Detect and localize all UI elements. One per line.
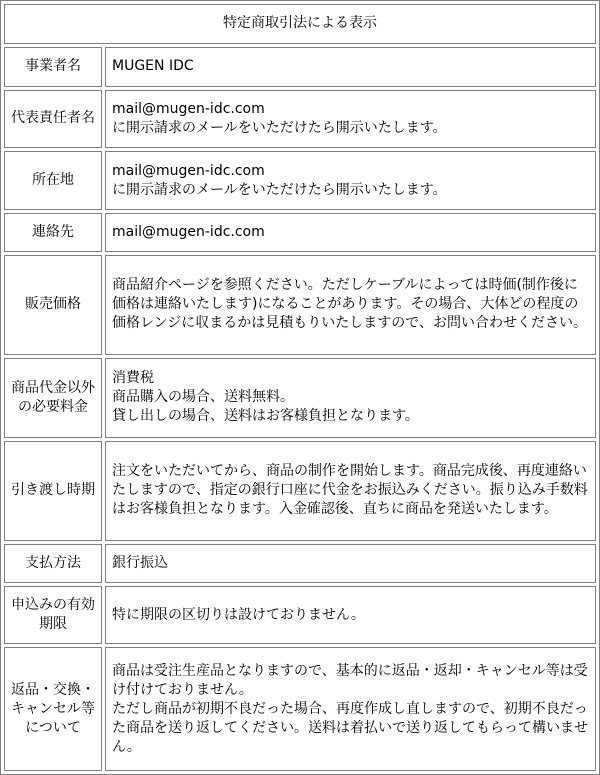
value-line: 銀行振込 <box>112 554 168 571</box>
row-value-price <box>105 255 596 356</box>
value-line: 特に期限の区切りは設けておりません。 <box>112 606 365 623</box>
row-label-address: 所在地 <box>4 151 102 210</box>
value-line: MUGEN IDC <box>112 58 194 75</box>
row-label-contact: 連絡先 <box>4 213 102 252</box>
row-value-payment <box>105 544 596 583</box>
table-row <box>4 255 596 356</box>
page-title: 特定商取引法による表示 <box>4 4 596 44</box>
row-label-validity: 申込みの有効期限 <box>4 586 102 645</box>
table-row <box>4 47 596 87</box>
table-row <box>4 586 596 645</box>
table-row <box>4 358 596 438</box>
value-paragraph: 商品紹介ページを参照ください。ただしケーブルによっては時価(制作後に価格は連絡いたします)になることがあります。その場合、大体どの程度の価格レンジに収まるかは見積もりいたしますので、お問い合わせください。 <box>112 277 588 332</box>
table-row <box>4 441 596 542</box>
row-value-delivery <box>105 441 596 542</box>
email-text: mail@mugen-idc.com <box>112 162 265 179</box>
table-row <box>4 544 596 583</box>
value-paragraph: ただし商品が初期不良だった場合、再度作成し直しますので、初期不良だった商品を送り返してください。送料は着払いで送り返してもらって構いません。 <box>112 700 588 755</box>
value-line: に開示請求のメールをいただけたら開示いたします。 <box>112 181 447 198</box>
email-text: mail@mugen-idc.com <box>112 100 265 117</box>
row-label-extra-fees: 商品代金以外の必要料金 <box>4 358 102 438</box>
row-value-contact <box>105 213 596 252</box>
row-value-business-name <box>105 47 596 87</box>
value-line: 商品購入の場合、送料無料。 <box>112 389 294 406</box>
table-row <box>4 213 596 252</box>
row-value-representative <box>105 90 596 149</box>
value-paragraph: 商品は受注生産品となりますので、基本的に返品・返却・キャンセル等は受け付けておりません。 <box>112 662 588 698</box>
row-label-payment: 支払方法 <box>4 544 102 583</box>
email-text: mail@mugen-idc.com <box>112 223 265 240</box>
table-row <box>4 647 596 771</box>
row-label-delivery: 引き渡し時期 <box>4 441 102 542</box>
table-row <box>4 151 596 210</box>
row-label-price: 販売価格 <box>4 255 102 356</box>
row-label-business-name: 事業者名 <box>4 47 102 87</box>
value-line: 貸し出しの場合、送料はお客様負担となります。 <box>112 408 419 425</box>
row-value-validity <box>105 586 596 645</box>
value-line: 消費税 <box>112 370 154 387</box>
value-paragraph: 注文をいただいてから、商品の制作を開始します。商品完成後、再度連絡いたしますので、指定の銀行口座に代金をお振込みください。振り込み手数料はお客様負担となります。入金確認後、直ちに商品を発送いたします。 <box>112 463 588 518</box>
title-row <box>4 4 596 44</box>
row-label-representative: 代表責任者名 <box>4 90 102 149</box>
row-label-returns: 返品・交換・キャンセル等について <box>4 647 102 771</box>
row-value-extra-fees <box>105 358 596 438</box>
row-value-returns <box>105 647 596 771</box>
table-row <box>4 90 596 149</box>
row-value-address <box>105 151 596 210</box>
value-line: に開示請求のメールをいただけたら開示いたします。 <box>112 119 447 136</box>
